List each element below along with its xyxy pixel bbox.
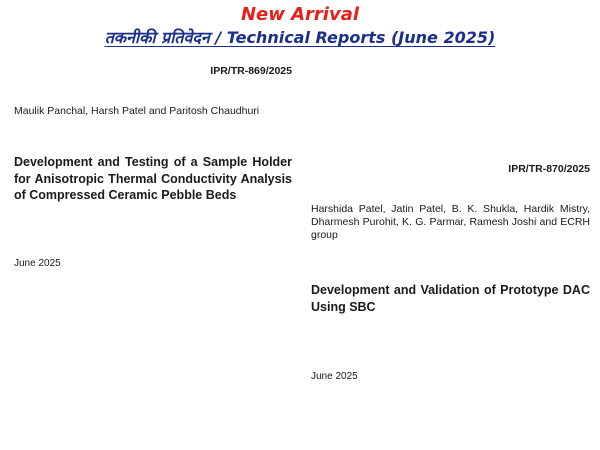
report-date: June 2025: [311, 371, 358, 382]
report-card-869[interactable]: [14, 64, 292, 270]
report-authors: Maulik Panchal, Harsh Patel and Paritosh Chaudhuri: [14, 105, 260, 117]
new-arrival-heading: New Arrival: [240, 4, 360, 25]
report-authors: Harshida Patel, Jatin Patel, B. K. Shukla, Hardik Mistry, Dharmesh Purohit, K. G. Parmar, Ramesh Joshi and ECRH group: [311, 203, 590, 241]
technical-reports-subtitle: तकनीकी प्रतिवेदन / Technical Reports (June 2025): [104, 28, 496, 47]
report-card-870[interactable]: [311, 162, 590, 383]
report-number: IPR/TR-869/2025: [210, 65, 292, 77]
page-header: [0, 4, 600, 50]
report-title[interactable]: Development and Testing of a Sample Holder for Anisotropic Thermal Conductivity Analysis of Compressed Ceramic Pebble Beds: [14, 155, 292, 202]
report-number: IPR/TR-870/2025: [508, 163, 590, 175]
report-date: June 2025: [14, 257, 61, 269]
report-title[interactable]: Development and Validation of Prototype DAC Using SBC: [311, 283, 590, 314]
